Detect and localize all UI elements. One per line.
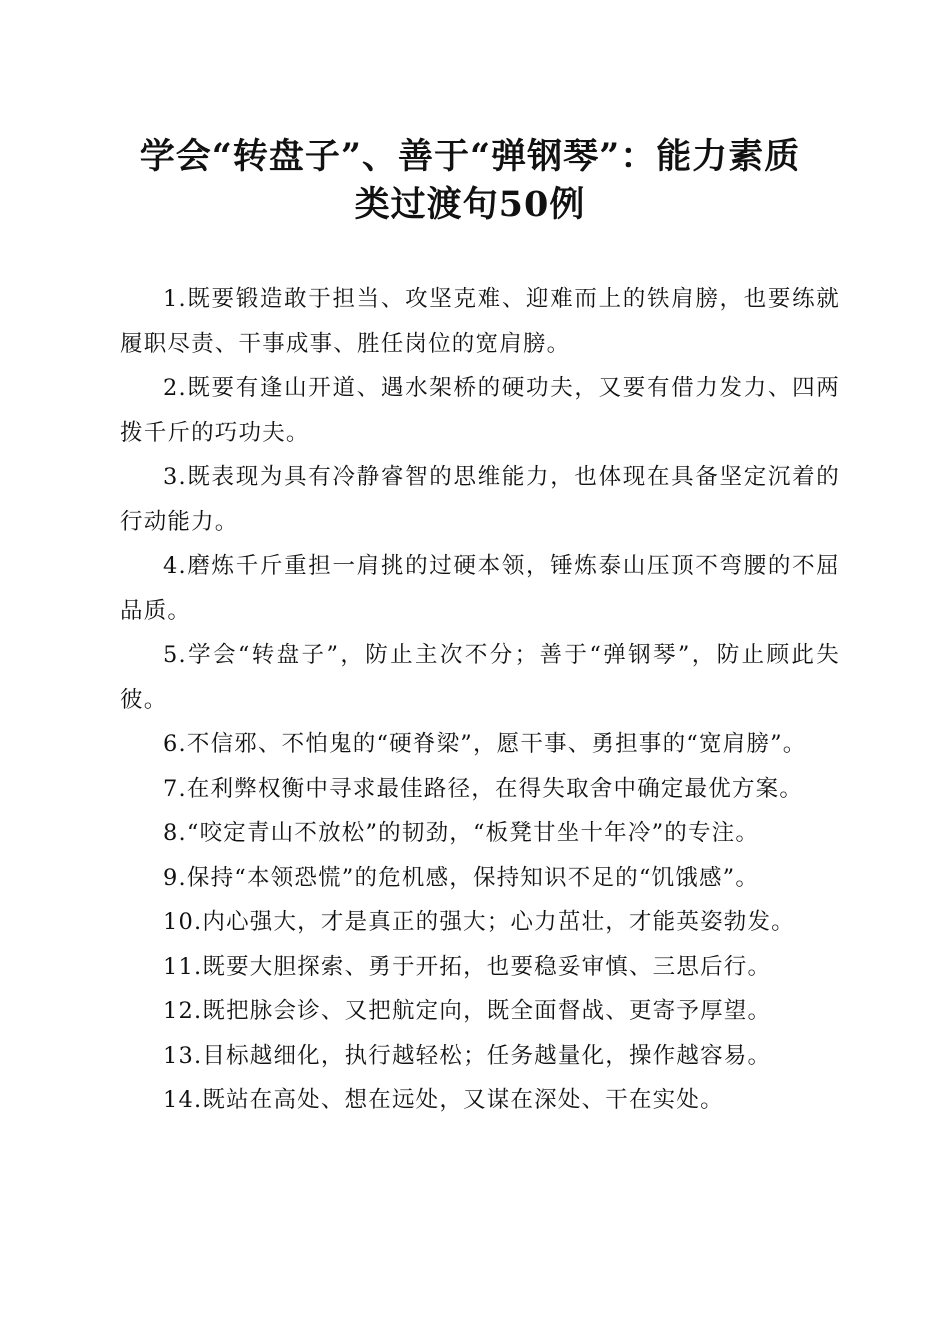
paragraph-5: 5.学会“转盘子”，防止主次不分；善于“弹钢琴”，防止顾此失彼。 bbox=[120, 642, 840, 713]
paragraph-9: 9.保持“本领恐慌”的危机感，保持知识不足的“饥饿感”。 bbox=[163, 864, 760, 891]
paragraph-4: 4.磨炼千斤重担一肩挑的过硬本领，锤炼泰山压顶不弯腰的不屈品质。 bbox=[120, 553, 840, 624]
paragraph-1: 1.既要锻造敢于担当、攻坚克难、迎难而上的铁肩膀，也要练就履职尽责、干事成事、胜任岗位的宽肩膀。 bbox=[120, 286, 840, 357]
paragraph-13: 13.目标越细化，执行越轻松；任务越量化，操作越容易。 bbox=[163, 1042, 772, 1069]
paragraph-11: 11.既要大胆探索、勇于开拓，也要稳妥审慎、三思后行。 bbox=[163, 953, 772, 980]
title-line-2: 类过渡句50例 bbox=[354, 184, 586, 225]
paragraph-8: 8.“咬定青山不放松”的韧劲，“板凳甘坐十年冷”的专注。 bbox=[163, 820, 760, 846]
document-body bbox=[120, 277, 840, 1123]
paragraph-6: 6.不信邪、不怕鬼的“硬脊梁”，愿干事、勇担事的“宽肩膀”。 bbox=[163, 731, 807, 757]
paragraph-2: 2.既要有逢山开道、遇水架桥的硬功夫，又要有借力发力、四两拨千斤的巧功夫。 bbox=[120, 375, 840, 446]
document-title bbox=[100, 133, 840, 229]
title-line-1: 学会“转盘子”、善于“弹钢琴”：能力素质 bbox=[139, 136, 801, 177]
paragraph-7: 7.在利弊权衡中寻求最佳路径，在得失取舍中确定最优方案。 bbox=[163, 775, 804, 802]
paragraph-3: 3.既表现为具有冷静睿智的思维能力，也体现在具备坚定沉着的行动能力。 bbox=[120, 464, 840, 535]
paragraph-10: 10.内心强大，才是真正的强大；心力茁壮，才能英姿勃发。 bbox=[163, 909, 795, 935]
paragraph-12: 12.既把脉会诊、又把航定向，既全面督战、更寄予厚望。 bbox=[163, 998, 772, 1024]
paragraph-14: 14.既站在高处、想在远处，又谋在深处、干在实处。 bbox=[163, 1087, 724, 1113]
